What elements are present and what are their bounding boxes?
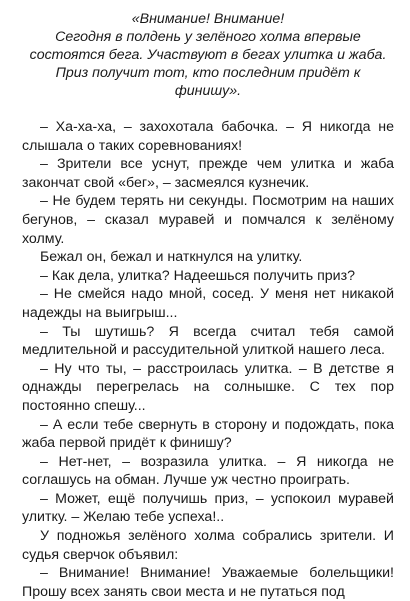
announcement-line-1: «Внимание! Внимание!: [131, 11, 285, 27]
paragraph-snail-reply: – Не смейся надо мной, сосед. У меня нет никакой надежды на выигрыш...: [22, 286, 394, 321]
paragraph-meets-snail: Бежал он, бежал и наткнулся на улитку.: [40, 249, 303, 266]
paragraph-ant-runs: – Не будем терять ни секунды. Посмотрим на наших бегунов, – сказал муравей и помчался к зелёному холму.: [22, 193, 394, 247]
paragraph-snail-childhood: – Ну что ты, – расстроилась улитка. – В детстве я однажды перегрелась на солнышке. С тех пор постоянно спешу...: [22, 360, 394, 414]
paragraph-butterfly: – Ха-ха-ха, – захохотала бабочка. – Я никогда не слышала о таких соревнованиях!: [22, 119, 394, 154]
announcement-line-2: Сегодня в полдень у зелёного холма впервые состоятся бега. Участвуют в бегах улитка и жаба.: [29, 29, 387, 63]
paragraph-spectators: У подножья зелёного холма собрались зрители. И судья сверчок объявил:: [22, 528, 394, 563]
announcement-block: [22, 10, 394, 100]
announcement-line-3: Приз получит тот, кто последним придёт к финишу».: [55, 65, 361, 99]
paragraph-ant-suggestion: – А если тебе свернуть в сторону и подождать, пока жаба первой придёт к финишу?: [22, 416, 394, 452]
paragraph-ant-question: – Как дела, улитка? Надеешься получить приз?: [40, 267, 355, 284]
paragraph-grasshopper: – Зрители все уснут, прежде чем улитка и жаба закончат свой «бег», – засмеялся кузнечик.: [22, 156, 394, 191]
paragraph-ant-joking: – Ты шутишь? Я всегда считал тебя самой медлительной и рассудительной улиткой нашего леса.: [22, 323, 394, 359]
paragraph-ant-wishes: – Может, ещё получишь приз, – успокоил муравей улитку. – Желаю тебе успеха!..: [22, 490, 394, 526]
paragraph-cricket-announces: – Внимание! Внимание! Уважаемые болельщики! Прошу всех занять свои места и не путаться под: [22, 565, 394, 600]
paragraph-snail-refuses: – Нет-нет, – возразила улитка. – Я никогда не соглашусь на обман. Лучше уж честно проиграть.: [22, 453, 394, 489]
story-text: [22, 118, 394, 601]
